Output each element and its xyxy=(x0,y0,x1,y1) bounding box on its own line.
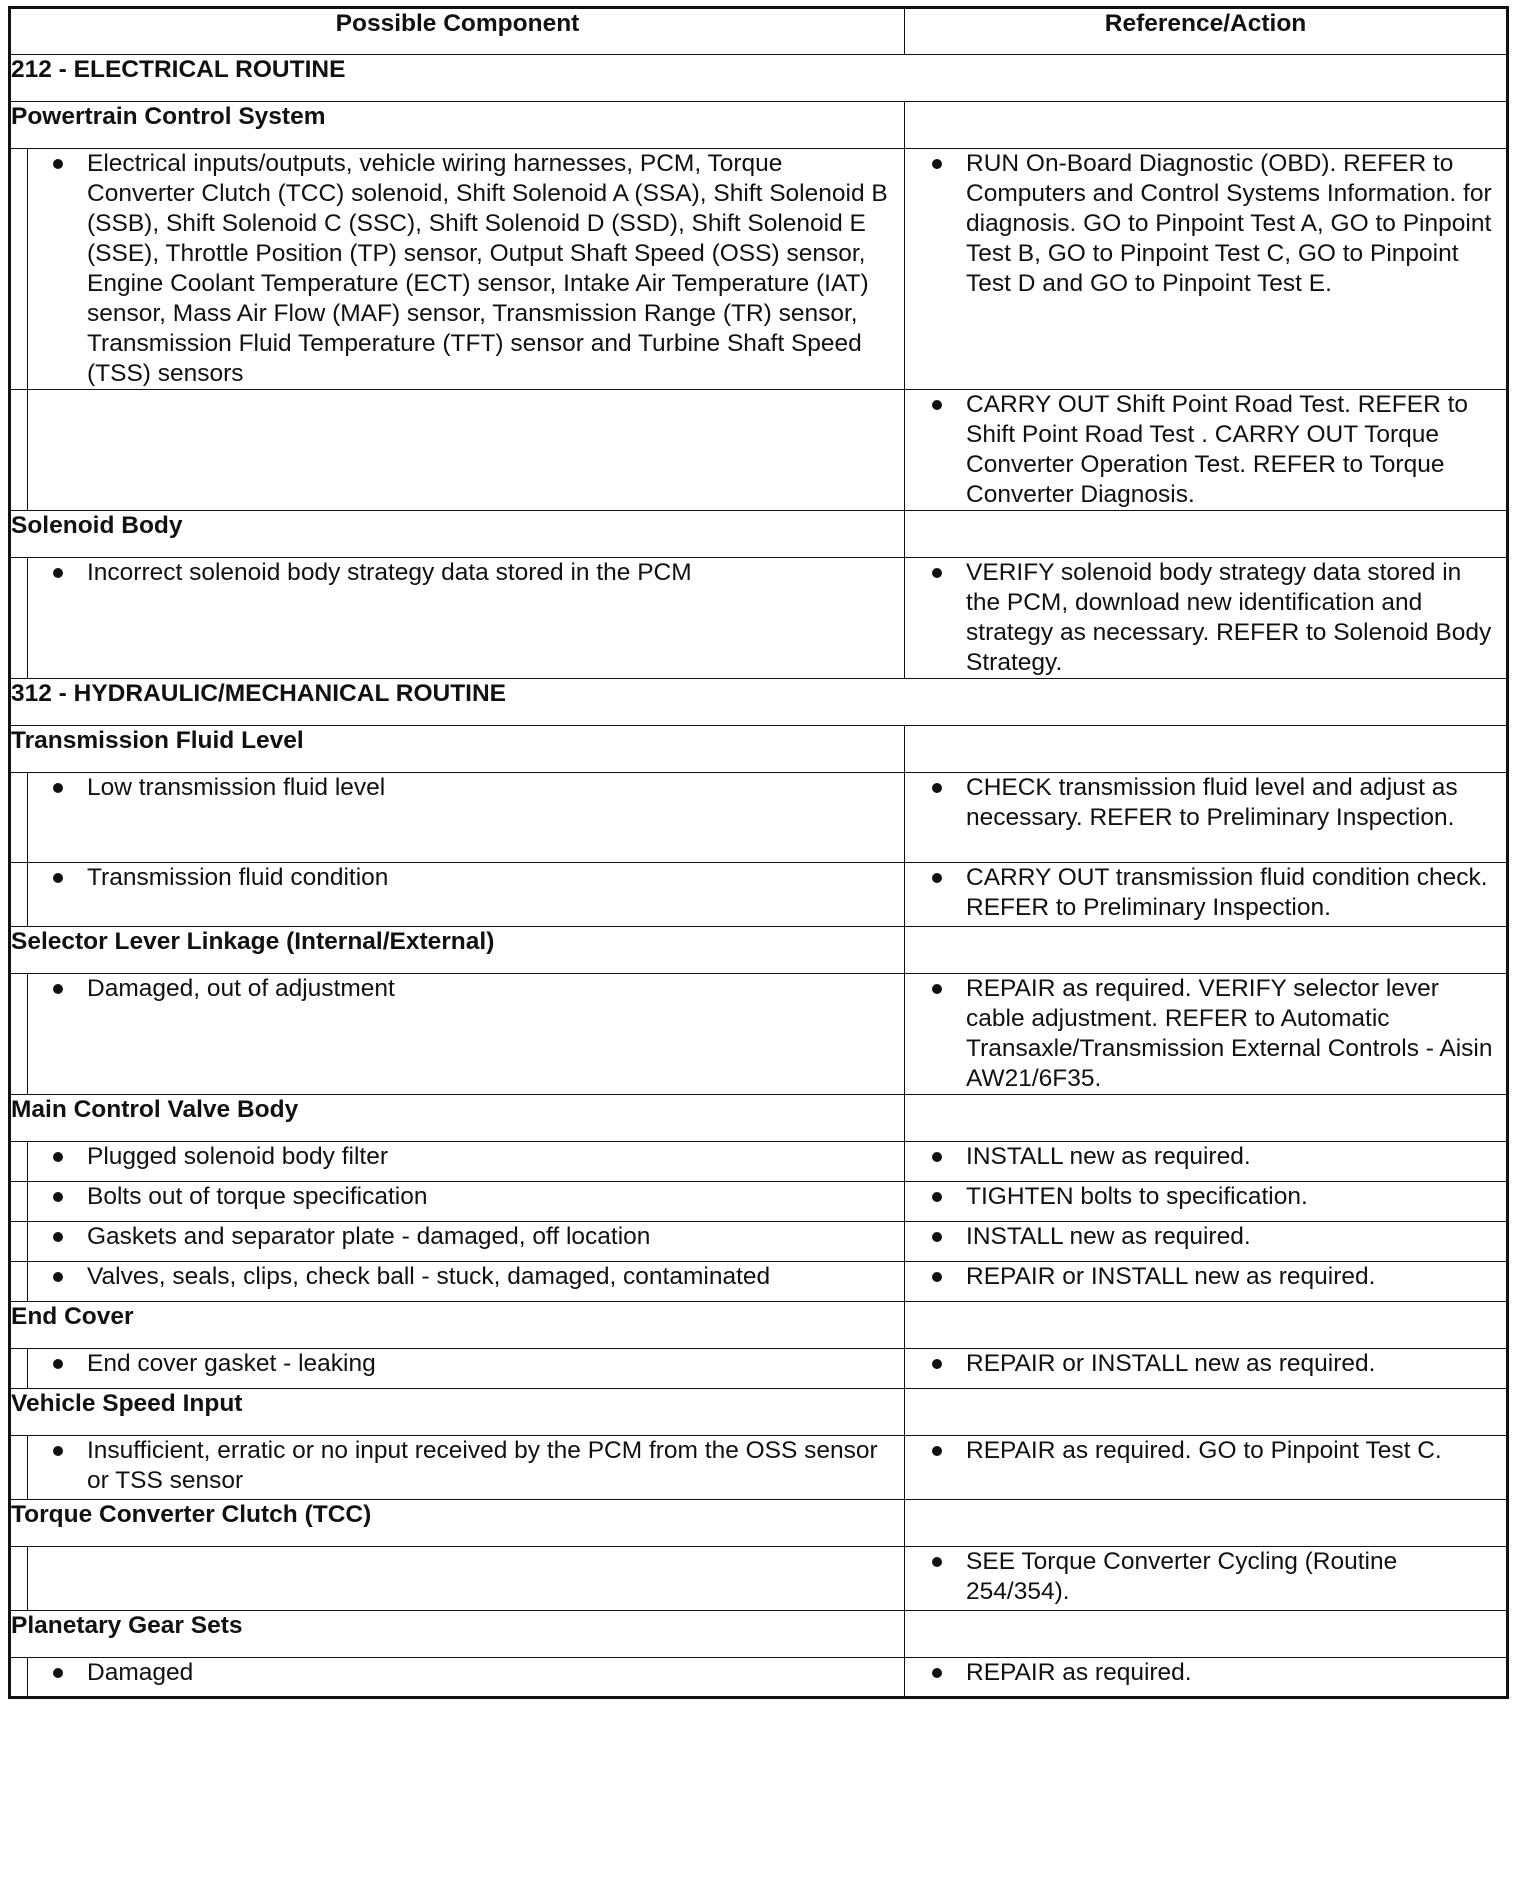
bullet-icon xyxy=(53,873,63,883)
bullet-icon xyxy=(932,984,942,994)
component-group-title: Solenoid Body xyxy=(10,511,905,558)
component-group-title: Main Control Valve Body xyxy=(10,1095,905,1142)
table-row xyxy=(10,390,1508,511)
header-possible-component: Possible Component xyxy=(10,8,905,55)
action-text: VERIFY solenoid body strategy data stored in the PCM, download new identification and strategy as necessary. REFER to Solenoid Body Strategy. xyxy=(966,559,1492,676)
component-bullet-item xyxy=(28,1182,904,1212)
table-row xyxy=(10,1658,1508,1698)
component-text: Electrical inputs/outputs, vehicle wiring harnesses, PCM, Torque Converter Clutch (TCC) solenoid, Shift Solenoid A (SSA), Shift Solenoid B (SSB), Shift Solenoid C (SSC), Shift Solenoid D (SSD), Shift Solenoid E (SSE), Throttle Position (TP) sensor, Output Shaft Speed (OSS) sensor, Engine Coolant Temperature (ECT) sensor, Intake Air Temperature (IAT) sensor, Mass Air Flow (MAF) sensor, Transmission Range (TR) sensor, Transmission Fluid Temperature (TFT) sensor and Turbine Shaft Speed (TSS) sensors xyxy=(87,150,888,387)
action-cell xyxy=(905,863,1508,927)
indent-cell xyxy=(10,1436,28,1500)
component-cell xyxy=(28,149,905,390)
action-cell xyxy=(905,1262,1508,1302)
component-text: Damaged xyxy=(87,1659,194,1686)
action-bullet-item xyxy=(905,390,1506,510)
action-text: CHECK transmission fluid level and adjust as necessary. REFER to Preliminary Inspection. xyxy=(966,774,1458,831)
action-text: REPAIR or INSTALL new as required. xyxy=(966,1263,1376,1290)
table-row xyxy=(10,558,1508,679)
component-cell xyxy=(28,1658,905,1698)
table-row xyxy=(10,1182,1508,1222)
component-cell xyxy=(28,1547,905,1611)
action-bullet-item xyxy=(905,558,1506,678)
component-cell xyxy=(28,558,905,679)
table-row xyxy=(10,974,1508,1095)
routine-title: 212 - ELECTRICAL ROUTINE xyxy=(10,55,1508,102)
component-group-row xyxy=(10,511,1508,558)
component-cell xyxy=(28,773,905,863)
component-cell xyxy=(28,1436,905,1500)
action-text: REPAIR or INSTALL new as required. xyxy=(966,1350,1376,1377)
component-group-row xyxy=(10,726,1508,773)
bullet-icon xyxy=(932,1359,942,1369)
action-cell xyxy=(905,149,1508,390)
table-header-row xyxy=(10,8,1508,55)
bullet-icon xyxy=(932,159,942,169)
component-text: End cover gasket - leaking xyxy=(87,1350,376,1377)
action-cell xyxy=(905,1222,1508,1262)
bullet-icon xyxy=(932,1192,942,1202)
action-bullet-item xyxy=(905,1142,1506,1172)
action-text: TIGHTEN bolts to specification. xyxy=(966,1183,1308,1210)
bullet-icon xyxy=(932,1446,942,1456)
action-cell xyxy=(905,974,1508,1095)
bullet-icon xyxy=(53,1152,63,1162)
bullet-icon xyxy=(932,783,942,793)
table-row xyxy=(10,149,1508,390)
component-cell xyxy=(28,974,905,1095)
bullet-icon xyxy=(53,1446,63,1456)
action-bullet-item xyxy=(905,974,1506,1094)
action-bullet-item xyxy=(905,773,1506,833)
component-group-title: Vehicle Speed Input xyxy=(10,1389,905,1436)
bullet-icon xyxy=(53,1359,63,1369)
bullet-icon xyxy=(932,1152,942,1162)
component-cell xyxy=(28,1182,905,1222)
empty-action-cell xyxy=(905,511,1508,558)
action-bullet-item xyxy=(905,1436,1506,1466)
routine-header-row xyxy=(10,55,1508,102)
action-bullet-item xyxy=(905,1547,1506,1607)
action-bullet-item xyxy=(905,149,1506,299)
action-cell xyxy=(905,390,1508,511)
bullet-icon xyxy=(932,1557,942,1567)
indent-cell xyxy=(10,1182,28,1222)
table-row xyxy=(10,773,1508,863)
component-text: Damaged, out of adjustment xyxy=(87,975,395,1002)
table-row xyxy=(10,1547,1508,1611)
component-bullet-item xyxy=(28,974,904,1004)
component-bullet-item xyxy=(28,1222,904,1252)
action-text: REPAIR as required. GO to Pinpoint Test C. xyxy=(966,1437,1442,1464)
component-bullet-item xyxy=(28,1436,904,1496)
action-bullet-item xyxy=(905,1222,1506,1252)
bullet-icon xyxy=(53,783,63,793)
component-cell xyxy=(28,1262,905,1302)
action-text: SEE Torque Converter Cycling (Routine 254/354). xyxy=(966,1548,1398,1605)
indent-cell xyxy=(10,1658,28,1698)
action-cell xyxy=(905,558,1508,679)
indent-cell xyxy=(10,390,28,511)
action-bullet-item xyxy=(905,1262,1506,1292)
action-cell xyxy=(905,1142,1508,1182)
component-group-row xyxy=(10,1389,1508,1436)
indent-cell xyxy=(10,149,28,390)
action-cell xyxy=(905,1547,1508,1611)
action-cell xyxy=(905,1349,1508,1389)
component-text: Gaskets and separator plate - damaged, off location xyxy=(87,1223,651,1250)
component-group-row xyxy=(10,102,1508,149)
component-bullet-item xyxy=(28,1262,904,1292)
table-row xyxy=(10,1262,1508,1302)
component-group-title: Powertrain Control System xyxy=(10,102,905,149)
table-body xyxy=(10,55,1508,1698)
action-text: REPAIR as required. xyxy=(966,1659,1192,1686)
routine-title: 312 - HYDRAULIC/MECHANICAL ROUTINE xyxy=(10,679,1508,726)
bullet-icon xyxy=(932,873,942,883)
component-group-title: Transmission Fluid Level xyxy=(10,726,905,773)
component-bullet-item xyxy=(28,1658,904,1688)
component-group-title: Selector Lever Linkage (Internal/External) xyxy=(10,927,905,974)
component-bullet-item xyxy=(28,863,904,893)
action-cell xyxy=(905,1182,1508,1222)
component-bullet-item xyxy=(28,1142,904,1172)
action-text: CARRY OUT transmission fluid condition check. REFER to Preliminary Inspection. xyxy=(966,864,1488,921)
empty-action-cell xyxy=(905,1500,1508,1547)
action-text: INSTALL new as required. xyxy=(966,1143,1251,1170)
indent-cell xyxy=(10,1222,28,1262)
bullet-icon xyxy=(932,568,942,578)
indent-cell xyxy=(10,558,28,679)
header-reference-action: Reference/Action xyxy=(905,8,1508,55)
indent-cell xyxy=(10,773,28,863)
component-group-row xyxy=(10,927,1508,974)
action-text: RUN On-Board Diagnostic (OBD). REFER to Computers and Control Systems Information. for diagnosis. GO to Pinpoint Test A, GO to Pinpoint Test B, GO to Pinpoint Test C, GO to Pinpoint Test D and GO to Pinpoint Test E. xyxy=(966,150,1492,297)
component-text: Bolts out of torque specification xyxy=(87,1183,428,1210)
empty-action-cell xyxy=(905,927,1508,974)
component-cell xyxy=(28,1142,905,1182)
bullet-icon xyxy=(932,1272,942,1282)
component-group-title: Planetary Gear Sets xyxy=(10,1611,905,1658)
component-group-row xyxy=(10,1302,1508,1349)
action-bullet-item xyxy=(905,1182,1506,1212)
table-row xyxy=(10,1222,1508,1262)
bullet-icon xyxy=(53,1668,63,1678)
indent-cell xyxy=(10,1349,28,1389)
action-text: INSTALL new as required. xyxy=(966,1223,1251,1250)
empty-action-cell xyxy=(905,1389,1508,1436)
indent-cell xyxy=(10,1262,28,1302)
component-text: Transmission fluid condition xyxy=(87,864,389,891)
action-cell xyxy=(905,1436,1508,1500)
component-text: Valves, seals, clips, check ball - stuck, damaged, contaminated xyxy=(87,1263,771,1290)
component-cell xyxy=(28,1349,905,1389)
empty-action-cell xyxy=(905,1611,1508,1658)
routine-header-row xyxy=(10,679,1508,726)
bullet-icon xyxy=(53,568,63,578)
table-row xyxy=(10,863,1508,927)
component-group-row xyxy=(10,1095,1508,1142)
component-group-row xyxy=(10,1611,1508,1658)
empty-action-cell xyxy=(905,726,1508,773)
component-text: Low transmission fluid level xyxy=(87,774,386,801)
component-text: Plugged solenoid body filter xyxy=(87,1143,389,1170)
component-text: Incorrect solenoid body strategy data stored in the PCM xyxy=(87,559,692,586)
action-text: CARRY OUT Shift Point Road Test. REFER to Shift Point Road Test . CARRY OUT Torque Converter Operation Test. REFER to Torque Converter Diagnosis. xyxy=(966,391,1469,508)
component-bullet-item xyxy=(28,149,904,389)
component-cell xyxy=(28,390,905,511)
bullet-icon xyxy=(53,1232,63,1242)
component-text: Insufficient, erratic or no input received by the PCM from the OSS sensor or TSS sensor xyxy=(87,1437,878,1494)
bullet-icon xyxy=(932,1232,942,1242)
component-bullet-item xyxy=(28,1349,904,1379)
bullet-icon xyxy=(53,984,63,994)
empty-action-cell xyxy=(905,1095,1508,1142)
empty-action-cell xyxy=(905,1302,1508,1349)
bullet-icon xyxy=(53,1192,63,1202)
action-bullet-item xyxy=(905,863,1506,923)
indent-cell xyxy=(10,974,28,1095)
bullet-icon xyxy=(53,1272,63,1282)
empty-action-cell xyxy=(905,102,1508,149)
component-cell xyxy=(28,863,905,927)
component-group-row xyxy=(10,1500,1508,1547)
action-bullet-item xyxy=(905,1658,1506,1688)
component-group-title: Torque Converter Clutch (TCC) xyxy=(10,1500,905,1547)
component-cell xyxy=(28,1222,905,1262)
action-text: REPAIR as required. VERIFY selector lever cable adjustment. REFER to Automatic Transaxle/Transmission External Controls - Aisin AW21/6F35. xyxy=(966,975,1493,1092)
bullet-icon xyxy=(932,400,942,410)
action-cell xyxy=(905,1658,1508,1698)
component-bullet-item xyxy=(28,773,904,803)
indent-cell xyxy=(10,863,28,927)
component-bullet-item xyxy=(28,558,904,588)
diagnostic-table xyxy=(8,6,1509,1699)
bullet-icon xyxy=(932,1668,942,1678)
indent-cell xyxy=(10,1142,28,1182)
table-row xyxy=(10,1142,1508,1182)
action-cell xyxy=(905,773,1508,863)
table-row xyxy=(10,1349,1508,1389)
indent-cell xyxy=(10,1547,28,1611)
bullet-icon xyxy=(53,159,63,169)
table-row xyxy=(10,1436,1508,1500)
component-group-title: End Cover xyxy=(10,1302,905,1349)
action-bullet-item xyxy=(905,1349,1506,1379)
